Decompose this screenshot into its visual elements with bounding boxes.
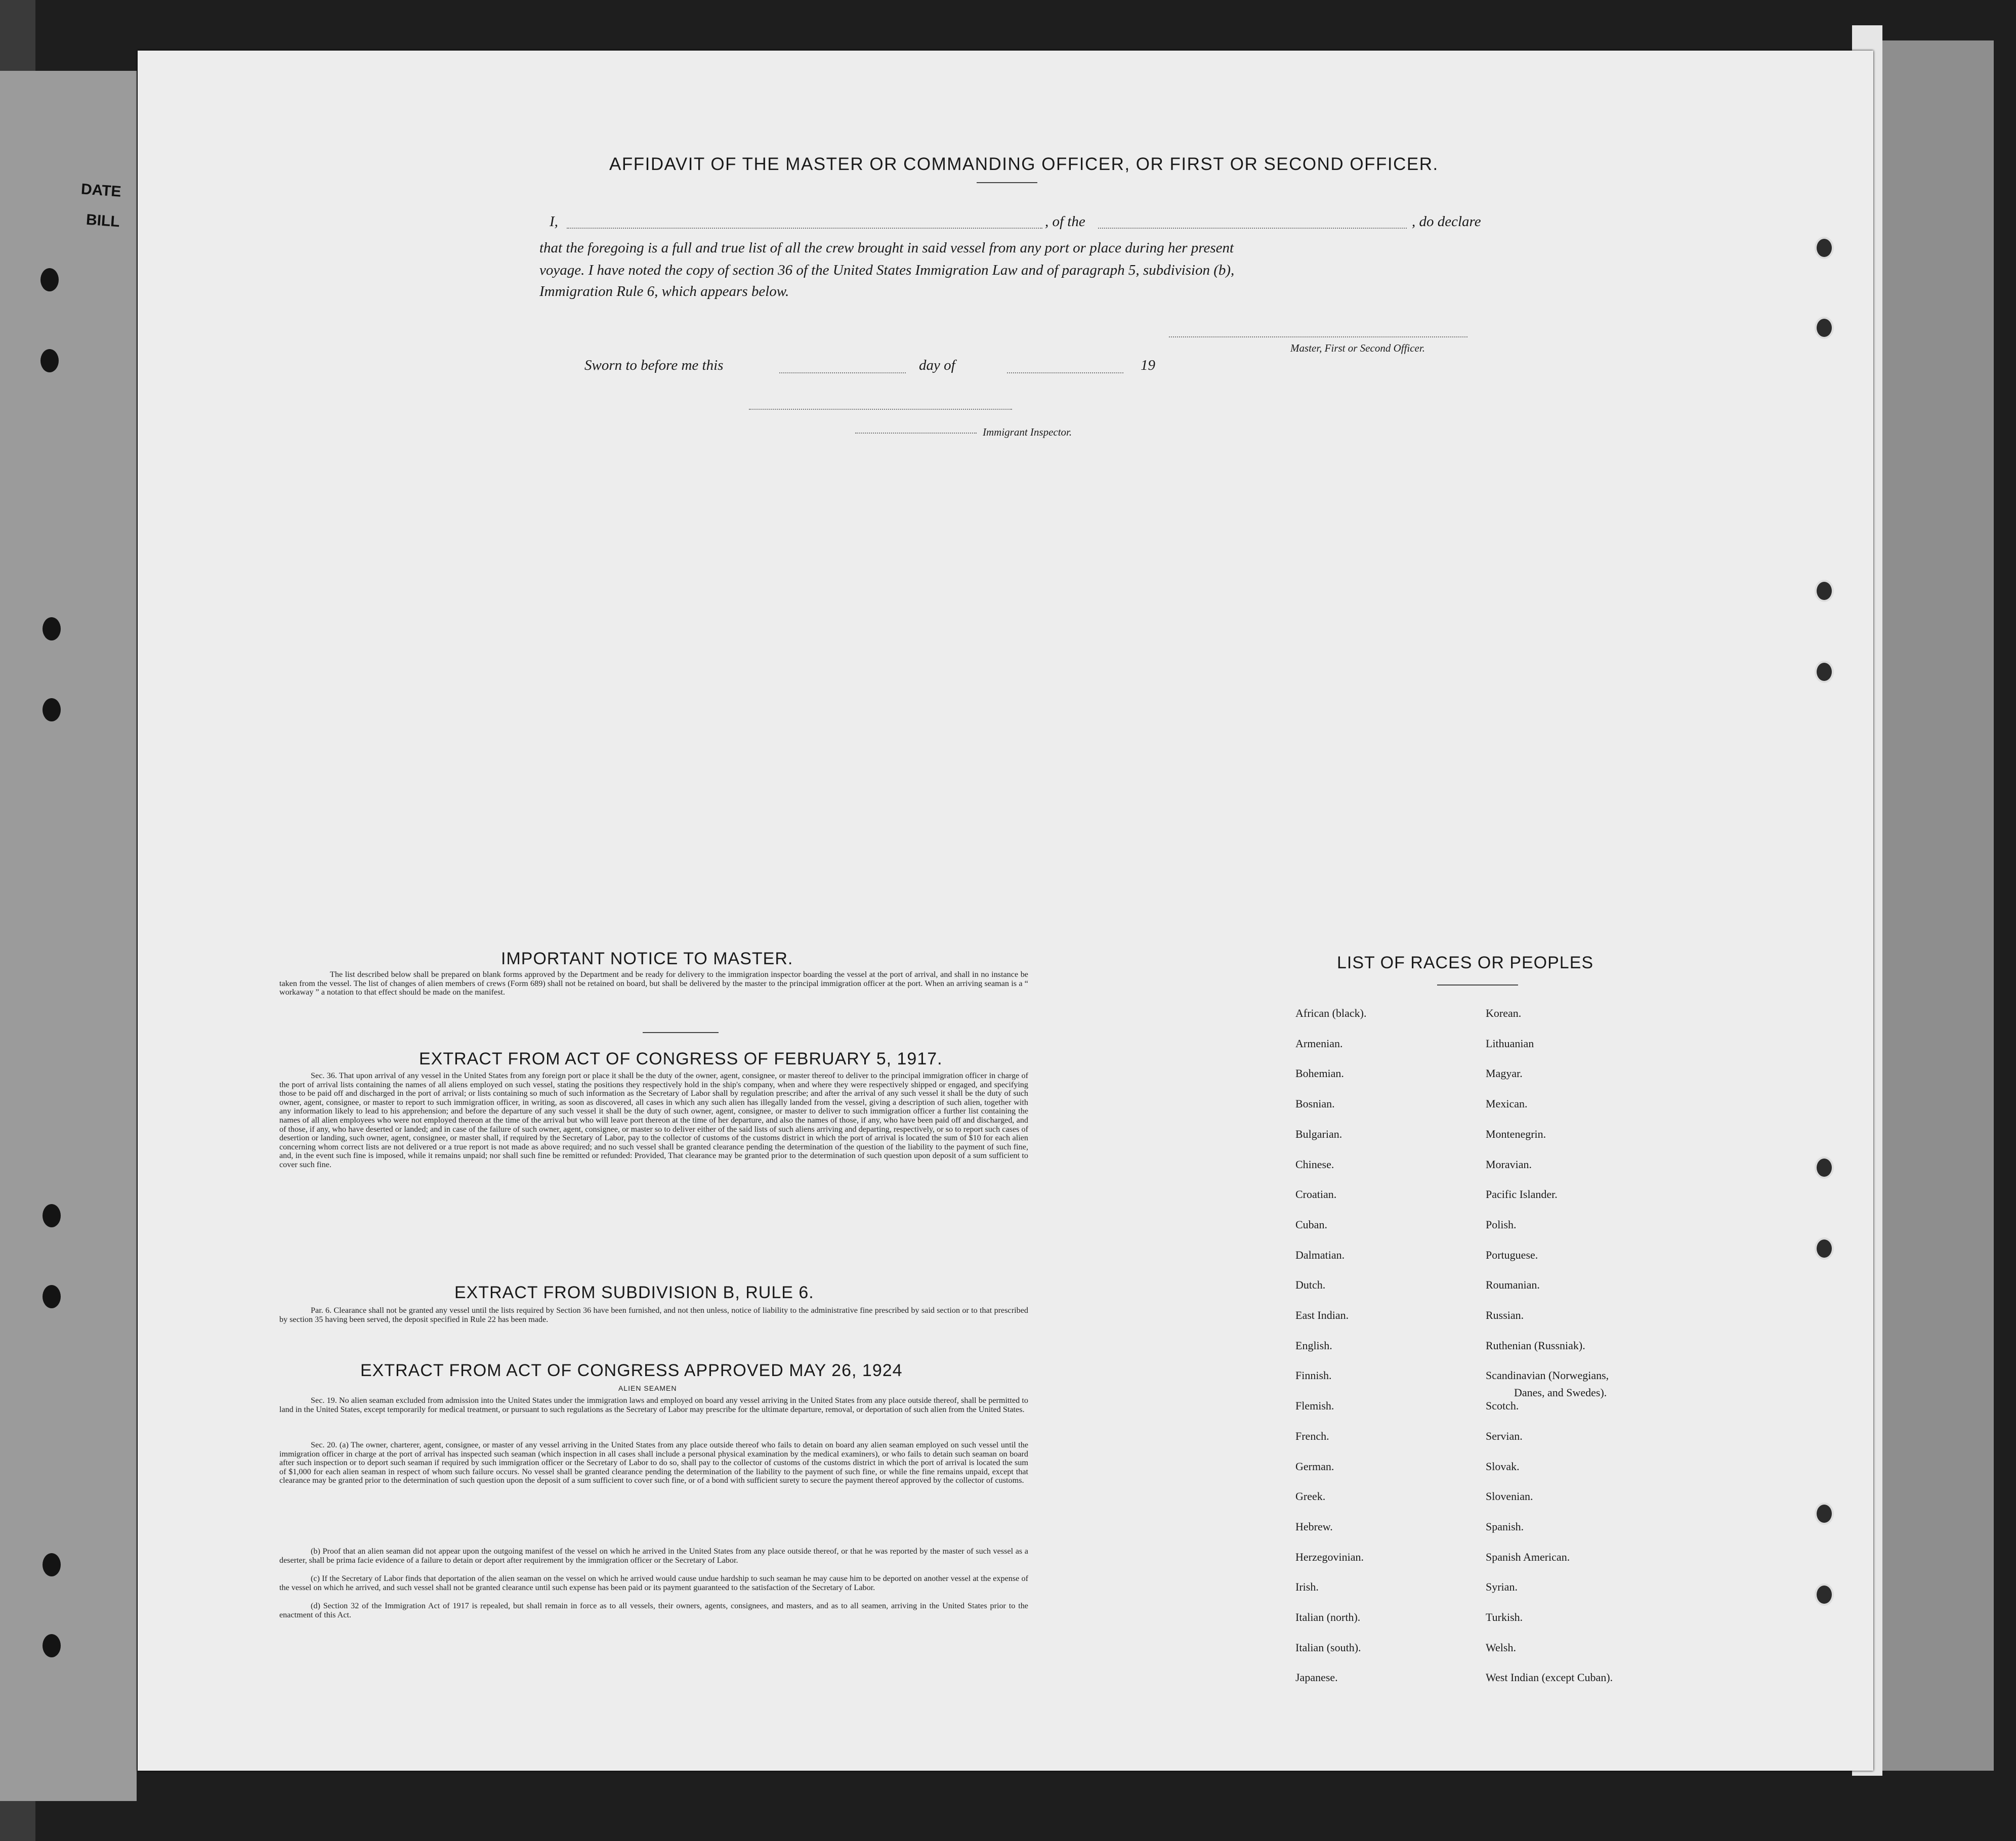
year-prefix: 19 (1141, 357, 1155, 373)
margin-stamp-bill: BILL (85, 211, 120, 231)
binder-hole (43, 1634, 61, 1657)
race-item: Armenian. (1295, 1037, 1343, 1050)
affidavit-line2: that the foregoing is a full and true list of all the crew brought in said vessel from any port or place during her present (539, 240, 1234, 256)
rule6-title: EXTRACT FROM SUBDIVISION B, RULE 6. (454, 1283, 814, 1302)
sec20a-body: Sec. 20. (a) The owner, charterer, agent, consignee, or master of any vessel arriving in the United States from any place outside thereof who fails to detain on board any alien seaman employed on such vessel until the immigration officer in charge at the port of arrival has inspected such seaman (which inspection in all cases shall include a personal physical examination by the medical examiners), or who fails to detain such seaman on board after such inspection or to deport such seaman if required by such immigration officer or the Secretary of Labor to do so, shall pay to the collector of customs of the customs district in which the port of arrival is located the sum of $1,000 for each alien seaman in respect of whom such failure occurs. No vessel shall be granted clearance pending the determination of the liability to the payment of such fine, or while the fine remains unpaid, except that clearance may be granted prior to the determination of such question upon the deposit of a sum sufficient to cover such fine, or of a bond with sufficient surety to secure the payment thereof approved by the collector of customs. (279, 1440, 1028, 1485)
inspector-signature-line (855, 433, 977, 434)
notice-body: The list described below shall be prepared on blank forms approved by the Department and be ready for delivery to the immigration inspector boarding the vessel at the port of arrival, and shall in no instance be taken from the vessel. The list of changes of alien members of crews (Form 689) shall not be retained on board, but shall be delivered by the master to the principal immigration officer at the port. When an arriving seaman is a “ workaway ” a notation to that effect should be made on the manifest. (279, 970, 1028, 997)
day-blank (779, 372, 906, 373)
race-item: English. (1295, 1339, 1332, 1352)
binder-hole (43, 1204, 61, 1227)
race-item: Japanese. (1295, 1671, 1338, 1684)
race-item: Pacific Islander. (1486, 1188, 1558, 1201)
race-item: Turkish. (1486, 1611, 1523, 1623)
race-item: Dalmatian. (1295, 1249, 1345, 1261)
race-item: Irish. (1295, 1580, 1319, 1593)
race-item: Dutch. (1295, 1278, 1326, 1291)
race-item: Spanish American. (1486, 1551, 1570, 1563)
extract-1917-title: EXTRACT FROM ACT OF CONGRESS OF FEBRUARY 5, 1917. (419, 1049, 943, 1068)
extract-1924-subtitle: ALIEN SEAMEN (618, 1384, 677, 1392)
race-item: Flemish. (1295, 1399, 1334, 1412)
race-item: Bohemian. (1295, 1067, 1344, 1080)
vessel-blank (1098, 228, 1407, 229)
extract-1917-body: Sec. 36. That upon arrival of any vessel in the United States from any foreign port or place it shall be the duty of the owner, agent, consignee, or master thereof to deliver to the principal immigration officer in charge of the port of arrival lists containing the names of all aliens employed on such vessel, stating the positions they respectively hold in the ship's company, when and where they were respectively shipped or engaged, and specifying those to be paid off and discharged in the port of arrival; or lists containing so much of such information as the Secretary of Labor shall by regulation prescribe; and after the arrival of any such vessel it shall be the duty of such owner, agent, consignee, or master to report to such immigration officer, in writing, as soon as discovered, all cases in which any such alien has illegally landed from the vessel, giving a description of such alien, together with any information likely to lead to his apprehension; and before the departure of any such vessel it shall be the duty of such owner, agent, consignee, or master to deliver to such immigration officer a further list containing the names of all alien employees who were not employed thereon at the time of the arrival but who will leave port thereon at the time of her departure, and also the names of those, if any, who have been paid off and discharged, and of those, if any, who have deserted or landed; and in case of the failure of such owner, agent, consignee, or master so to deliver either of the said lists of such aliens arriving and departing, respectively, or so to report such cases of desertion or landing, such owner, agent, consignee, or master shall, if required by the Secretary of Labor, pay to the collector of customs of the customs district in which the port of arrival is located the sum of $10 for each alien concerning whom correct lists are not delivered or a true report is not made as above required; and no such vessel shall be granted clearance pending the determination of the question of the liability to the payment of such fine, and, in the event such fine is imposed, while it remains unpaid; nor shall such fine be remitted or refunded: Provided, That clearance may be granted prior to the determination of such question upon deposit of a sum sufficient to cover such fine. (279, 1071, 1028, 1169)
race-item: Russian. (1486, 1309, 1524, 1321)
race-item: Polish. (1486, 1218, 1517, 1231)
binder-hole (43, 698, 61, 721)
race-item: Bosnian. (1295, 1097, 1335, 1110)
margin-stamp-date: DATE (80, 181, 122, 200)
race-item: Cuban. (1295, 1218, 1327, 1231)
inspector-signature-label: Immigrant Inspector. (983, 426, 1072, 438)
extract-1924-title: EXTRACT FROM ACT OF CONGRESS APPROVED MAY 26, 1924 (360, 1361, 903, 1380)
race-item: Welsh. (1486, 1641, 1516, 1654)
affidavit-line1-of-the: , of the (1045, 213, 1085, 230)
race-item: Croatian. (1295, 1188, 1337, 1201)
races-title: LIST OF RACES OR PEOPLES (1337, 953, 1594, 972)
race-item: Finnish. (1295, 1369, 1332, 1382)
race-item: Servian. (1486, 1430, 1523, 1442)
race-item: East Indian. (1295, 1309, 1349, 1321)
race-item: Italian (north). (1295, 1611, 1361, 1623)
sec20d-body: (d) Section 32 of the Immigration Act of 1917 is repealed, but shall remain in force as to all vessels, their owners, agents, consignees, and masters, and as to all seamen, arriving in the United States prior to the enactment of this Act. (279, 1601, 1028, 1619)
affidavit-line3: voyage. I have noted the copy of section 36 of the United States Immigration Law and of paragraph 5, subdivision (b), (539, 262, 1235, 278)
affidavit-line1-declare: , do declare (1412, 213, 1481, 230)
race-item: African (black). (1295, 1007, 1367, 1019)
affidavit-title: AFFIDAVIT OF THE MASTER OR COMMANDING OFFICER, OR FIRST OR SECOND OFFICER. (609, 154, 1439, 174)
race-item: Italian (south). (1295, 1641, 1361, 1654)
inspector-signature-line-upper (749, 409, 1012, 410)
binding-strip (0, 71, 137, 1801)
month-blank (1007, 372, 1123, 373)
affidavit-line4: Immigration Rule 6, which appears below. (539, 283, 789, 299)
race-item: Hebrew. (1295, 1520, 1333, 1533)
race-item: French. (1295, 1430, 1329, 1442)
form-sheet (138, 51, 1873, 1771)
binder-hole (43, 1285, 61, 1308)
sec20c-body: (c) If the Secretary of Labor finds that deportation of the alien seaman on the vessel on which he arrived would cause undue hardship to such seaman he may cause him to be deported on another vessel at the expense of the vessel on which he arrived, and such vessel shall not be granted clearance until such expense has been paid or its payment guaranteed to the satisfaction of the Secretary of Labor. (279, 1574, 1028, 1592)
binder-hole (1815, 580, 1834, 602)
rule6-body: Par. 6. Clearance shall not be granted any vessel until the lists required by Section 36 have been furnished, and not then unless, notice of liability to the administrative fine prescribed by said section or to that prescribed by section 35 having been served, the deposit specified in Rule 22 has been made. (279, 1306, 1028, 1324)
race-item: Bulgarian. (1295, 1128, 1342, 1140)
race-item: Scotch. (1486, 1399, 1519, 1412)
race-item: Moravian. (1486, 1158, 1532, 1171)
binder-hole (43, 1553, 61, 1576)
sec19-body: Sec. 19. No alien seaman excluded from admission into the United States under the immigration laws and employed on board any vessel arriving in the United States from any place outside thereof, shall be permitted to land in the United States, except temporarily for medical treatment, or pursuant to such regulations as the Secretary of Labor may prescribe for the ultimate departure, removal, or deportation of such alien from the United States. (279, 1396, 1028, 1414)
race-item: Magyar. (1486, 1067, 1523, 1080)
race-item: Chinese. (1295, 1158, 1334, 1171)
binder-hole (1815, 1583, 1834, 1606)
binder-hole (1815, 1503, 1834, 1525)
sec20b-body: (b) Proof that an alien seaman did not appear upon the outgoing manifest of the vessel on which he arrived in the United States from any place outside thereof, or that he was reported by the master of such vessel as a deserter, shall be prima facie evidence of a failure to detain or deport after requirement by the immigration officer or the Secretary of Labor. (279, 1547, 1028, 1565)
page-stack-edge (1872, 40, 1994, 1771)
race-item: Roumanian. (1486, 1278, 1540, 1291)
race-item: Scandinavian (Norwegians, (1486, 1369, 1609, 1382)
race-item: West Indian (except Cuban). (1486, 1671, 1613, 1684)
sworn-text: Sworn to before me this (584, 357, 724, 373)
binder-hole (1815, 237, 1834, 259)
binder-hole (43, 617, 61, 640)
binder-hole (40, 268, 59, 291)
race-item: Spanish. (1486, 1520, 1524, 1533)
race-item-continued: Danes, and Swedes). (1514, 1386, 1607, 1399)
race-item: Mexican. (1486, 1097, 1528, 1110)
race-item: Lithuanian (1486, 1037, 1534, 1050)
day-of-text: day of (919, 357, 955, 373)
race-item: Herzegovinian. (1295, 1551, 1364, 1563)
name-blank (567, 228, 1042, 229)
race-item: Portuguese. (1486, 1249, 1538, 1261)
title-underline (977, 182, 1037, 183)
binder-hole (40, 349, 59, 372)
binder-hole (1815, 1237, 1834, 1260)
race-item: Ruthenian (Russniak). (1486, 1339, 1585, 1352)
race-item: Greek. (1295, 1490, 1326, 1503)
binder-hole (1815, 661, 1834, 683)
master-signature-line (1169, 336, 1467, 337)
race-item: Slovenian. (1486, 1490, 1533, 1503)
race-item: Korean. (1486, 1007, 1522, 1019)
affidavit-line1-i: I, (550, 213, 558, 230)
master-signature-label: Master, First or Second Officer. (1290, 342, 1425, 354)
races-title-underline (1437, 984, 1518, 986)
notice-title: IMPORTANT NOTICE TO MASTER. (501, 949, 793, 968)
divider (643, 1032, 719, 1033)
race-item: German. (1295, 1460, 1334, 1473)
race-item: Montenegrin. (1486, 1128, 1546, 1140)
race-item: Syrian. (1486, 1580, 1518, 1593)
binder-hole (1815, 317, 1834, 339)
race-item: Slovak. (1486, 1460, 1520, 1473)
binder-hole (1815, 1157, 1834, 1179)
